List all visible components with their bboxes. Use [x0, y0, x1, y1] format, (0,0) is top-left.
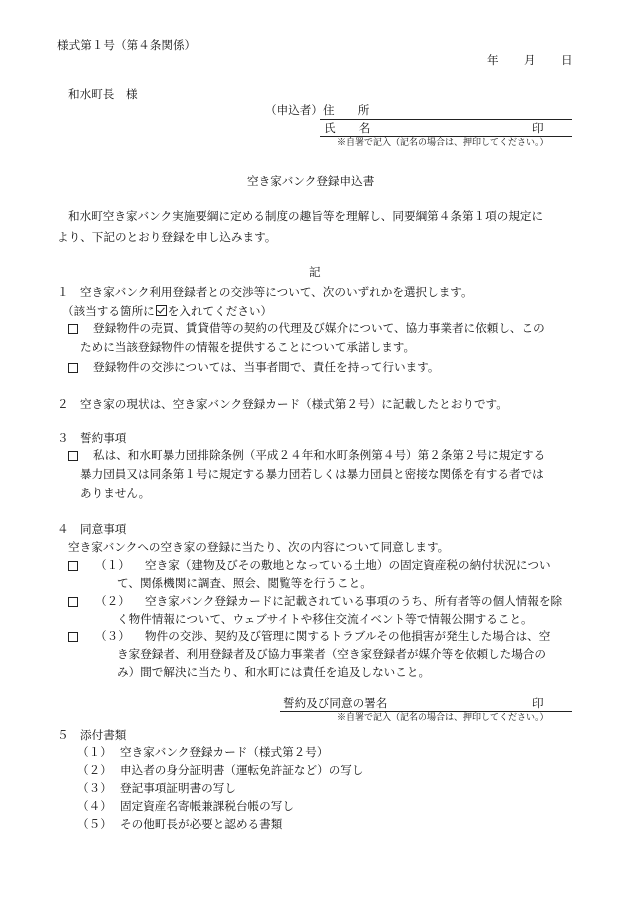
instruction-after: を入れてください） — [167, 304, 273, 318]
consent1-checkbox[interactable] — [68, 561, 78, 571]
intro-line-1: 和水町空き家バンク実施要綱に定める制度の趣旨等を理解し、同要綱第４条第１項の規定に — [68, 209, 544, 223]
section2-text: 空き家の現状は、空き家バンク登録カード（様式第２号）に記載したとおりです。 — [80, 397, 508, 411]
section4-intro: 空き家バンクへの空き家の登録に当たり、次の内容について同意します。 — [68, 540, 450, 554]
consent2-checkbox[interactable] — [68, 597, 78, 607]
section5-number: ５ — [57, 728, 69, 742]
pledge-line-1: 私は、和水町暴力団排除条例（平成２４年和水町条例第４号）第２条第２号に規定する — [93, 448, 546, 462]
attachment5-number: （５） — [77, 817, 112, 831]
section1-instruction — [62, 304, 272, 318]
applicant-label: （申込者） — [265, 103, 323, 117]
consent1-number: （１） — [95, 558, 130, 572]
signature-label: 誓約及び同意の署名 — [283, 696, 388, 710]
consent3-line-1: 物件の交渉、契約及び管理に関するトラブルその他損害が発生した場合は、空 — [145, 629, 551, 643]
instruction-before: （該当する箇所に — [62, 304, 155, 318]
consent2-number: （２） — [95, 594, 130, 608]
section2-number: ２ — [57, 397, 69, 411]
attachment1-number: （１） — [77, 745, 112, 759]
attachment4-text: 固定資産名寄帳兼課税台帳の写し — [120, 799, 294, 813]
addressee: 和水町長 様 — [68, 87, 138, 101]
consent3-line-3: み）間で解決に当たり、和水町には責任を追及しないこと。 — [117, 665, 431, 679]
ki-label: 記 — [309, 265, 321, 279]
section3-heading: 誓約事項 — [80, 431, 127, 445]
consent1-line-1: 空き家（建物及びその敷地となっている土地）の固定資産税の納付状況につい — [145, 558, 551, 572]
section1-heading: 空き家バンク利用登録者との交渉等について、次のいずれかを選択します。 — [80, 285, 473, 299]
section3-number: ３ — [57, 431, 69, 445]
address-line[interactable] — [320, 119, 572, 120]
form-number: 様式第１号（第４条関係） — [57, 38, 197, 52]
name-line[interactable] — [320, 136, 572, 137]
attachment2-number: （２） — [77, 763, 112, 777]
pledge-checkbox[interactable] — [68, 451, 78, 461]
option1-line-2: ために当該登録物件の情報を提供することについて承諾します。 — [80, 340, 416, 354]
section5-heading: 添付書類 — [80, 728, 127, 742]
date-day-label: 日 — [561, 53, 573, 67]
section4-number: ４ — [57, 522, 69, 536]
applicant-seal: 印 — [532, 121, 544, 135]
attachment3-text: 登記事項証明書の写し — [120, 781, 236, 795]
option2-checkbox[interactable] — [68, 363, 78, 373]
consent1-line-2: て、関係機関に調査、照会、閲覧等を行うこと。 — [117, 576, 372, 590]
attachment3-number: （３） — [77, 781, 112, 795]
consent2-line-2: く物件情報について、ウェブサイトや移住交流イベント等で情報公開すること。 — [117, 612, 533, 626]
attachment2-text: 申込者の身分証明書（運転免許証など）の写し — [120, 763, 364, 777]
consent3-line-2: き家登録者、利用登録者及び協力事業者（空き家登録者が媒介等を依頼した場合の — [117, 647, 546, 661]
attachment5-text: その他町長が必要と認める書類 — [120, 817, 283, 831]
option1-checkbox[interactable] — [68, 324, 78, 334]
date-month-label: 月 — [524, 53, 536, 67]
consent2-line-1: 空き家バンク登録カードに記載されている事項のうち、所有者等の個人情報を除 — [145, 594, 563, 608]
signature-line[interactable] — [280, 711, 572, 712]
checked-box-icon — [156, 305, 167, 316]
consent3-checkbox[interactable] — [68, 632, 78, 642]
signature-note: ※自署で記入（記名の場合は、押印してください。） — [337, 713, 549, 723]
signature-seal: 印 — [532, 696, 544, 710]
section4-heading: 同意事項 — [80, 522, 127, 536]
attachment4-number: （４） — [77, 799, 112, 813]
option2-text: 登録物件の交渉については、当事者間で、責任を持って行います。 — [93, 360, 440, 374]
document-title: 空き家バンク登録申込書 — [247, 174, 375, 188]
section1-number: １ — [57, 285, 69, 299]
date-year-label: 年 — [487, 53, 499, 67]
pledge-line-3: ありません。 — [80, 486, 151, 500]
consent3-number: （３） — [95, 629, 130, 643]
address-label: 住 所 — [323, 103, 370, 117]
name-label: 氏 名 — [324, 121, 371, 135]
pledge-line-2: 暴力団員又は同条第１号に規定する暴力団若しくは暴力団員と密接な関係を有する者では — [80, 467, 544, 481]
intro-line-2: より、下記のとおり登録を申し込みます。 — [57, 230, 277, 244]
option1-line-1: 登録物件の売買、賃貸借等の契約の代理及び媒介について、協力事業者に依頼し、この — [93, 321, 545, 335]
attachment1-text: 空き家バンク登録カード（様式第２号） — [120, 745, 329, 759]
applicant-note: ※自署で記入（記名の場合は、押印してください。） — [337, 138, 549, 148]
